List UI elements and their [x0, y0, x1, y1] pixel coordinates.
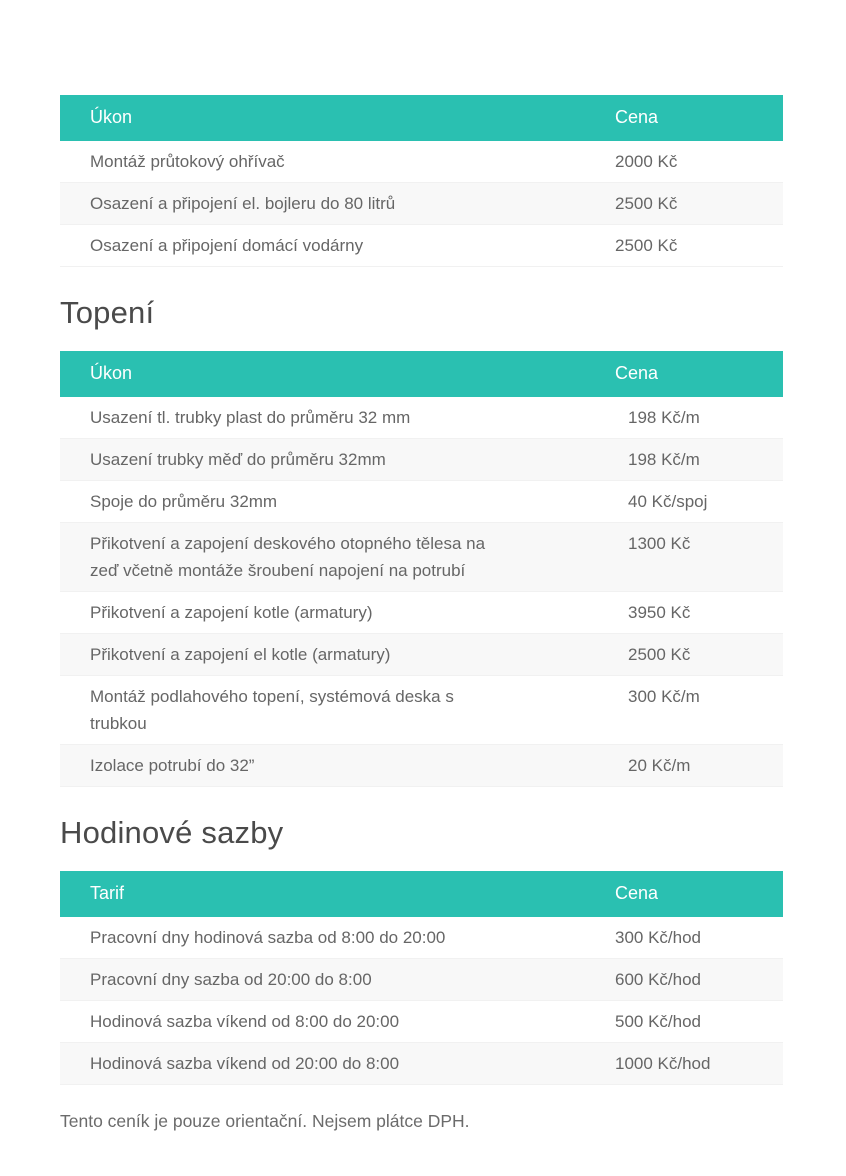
task-cell: Přikotvení a zapojení deskového otopného tělesa na zeď včetně montáže šroubení napojení na potrubí	[60, 523, 585, 592]
table-row	[60, 225, 783, 267]
price-cell: 3950 Kč	[585, 592, 783, 634]
price-cell: 20 Kč/m	[585, 745, 783, 787]
task-cell: Hodinová sazba víkend od 20:00 do 8:00	[60, 1043, 585, 1085]
price-cell: 2500 Kč	[585, 634, 783, 676]
price-cell: 300 Kč/hod	[585, 917, 783, 959]
table-header-row	[60, 871, 783, 917]
price-cell: 300 Kč/m	[585, 676, 783, 745]
column-header-task: Úkon	[60, 95, 585, 141]
pricing-table-topeni	[60, 351, 783, 787]
column-header-price: Cena	[585, 871, 783, 917]
price-cell: 1300 Kč	[585, 523, 783, 592]
table-row	[60, 592, 783, 634]
task-cell: Montáž průtokový ohřívač	[60, 141, 585, 183]
table-row	[60, 676, 783, 745]
task-cell: Izolace potrubí do 32”	[60, 745, 585, 787]
task-cell: Přikotvení a zapojení el kotle (armatury)	[60, 634, 585, 676]
price-cell: 2000 Kč	[585, 141, 783, 183]
price-cell: 198 Kč/m	[585, 397, 783, 439]
table-row	[60, 183, 783, 225]
task-cell: Osazení a připojení el. bojleru do 80 litrů	[60, 183, 585, 225]
price-cell: 198 Kč/m	[585, 439, 783, 481]
column-header-price: Cena	[585, 351, 783, 397]
pricing-table-hodinove-sazby	[60, 871, 783, 1085]
column-header-price: Cena	[585, 95, 783, 141]
table-row	[60, 439, 783, 481]
task-cell: Usazení tl. trubky plast do průměru 32 mm	[60, 397, 585, 439]
table-row	[60, 523, 783, 592]
table-row	[60, 634, 783, 676]
pricing-table-services	[60, 95, 783, 267]
price-cell: 600 Kč/hod	[585, 959, 783, 1001]
task-cell: Osazení a připojení domácí vodárny	[60, 225, 585, 267]
task-cell: Usazení trubky měď do průměru 32mm	[60, 439, 585, 481]
price-cell: 1000 Kč/hod	[585, 1043, 783, 1085]
price-cell: 500 Kč/hod	[585, 1001, 783, 1043]
price-cell: 2500 Kč	[585, 183, 783, 225]
price-cell: 40 Kč/spoj	[585, 481, 783, 523]
section-heading-topeni: Topení	[60, 295, 155, 330]
table-row	[60, 1001, 783, 1043]
disclaimer-note: Tento ceník je pouze orientační. Nejsem plátce DPH.	[60, 1111, 470, 1131]
task-cell: Přikotvení a zapojení kotle (armatury)	[60, 592, 585, 634]
table-row	[60, 959, 783, 1001]
task-cell: Pracovní dny sazba od 20:00 do 8:00	[60, 959, 585, 1001]
table-row	[60, 1043, 783, 1085]
table-row	[60, 917, 783, 959]
table-row	[60, 397, 783, 439]
price-cell: 2500 Kč	[585, 225, 783, 267]
table-header-row	[60, 351, 783, 397]
table-header-row	[60, 95, 783, 141]
column-header-tarif: Tarif	[60, 871, 585, 917]
table-row	[60, 481, 783, 523]
table-row	[60, 745, 783, 787]
column-header-task: Úkon	[60, 351, 585, 397]
task-cell: Montáž podlahového topení, systémová deska s trubkou	[60, 676, 585, 745]
task-cell: Pracovní dny hodinová sazba od 8:00 do 20:00	[60, 917, 585, 959]
task-cell: Spoje do průměru 32mm	[60, 481, 585, 523]
table-row	[60, 141, 783, 183]
section-heading-hodinove-sazby: Hodinové sazby	[60, 815, 284, 850]
task-cell: Hodinová sazba víkend od 8:00 do 20:00	[60, 1001, 585, 1043]
